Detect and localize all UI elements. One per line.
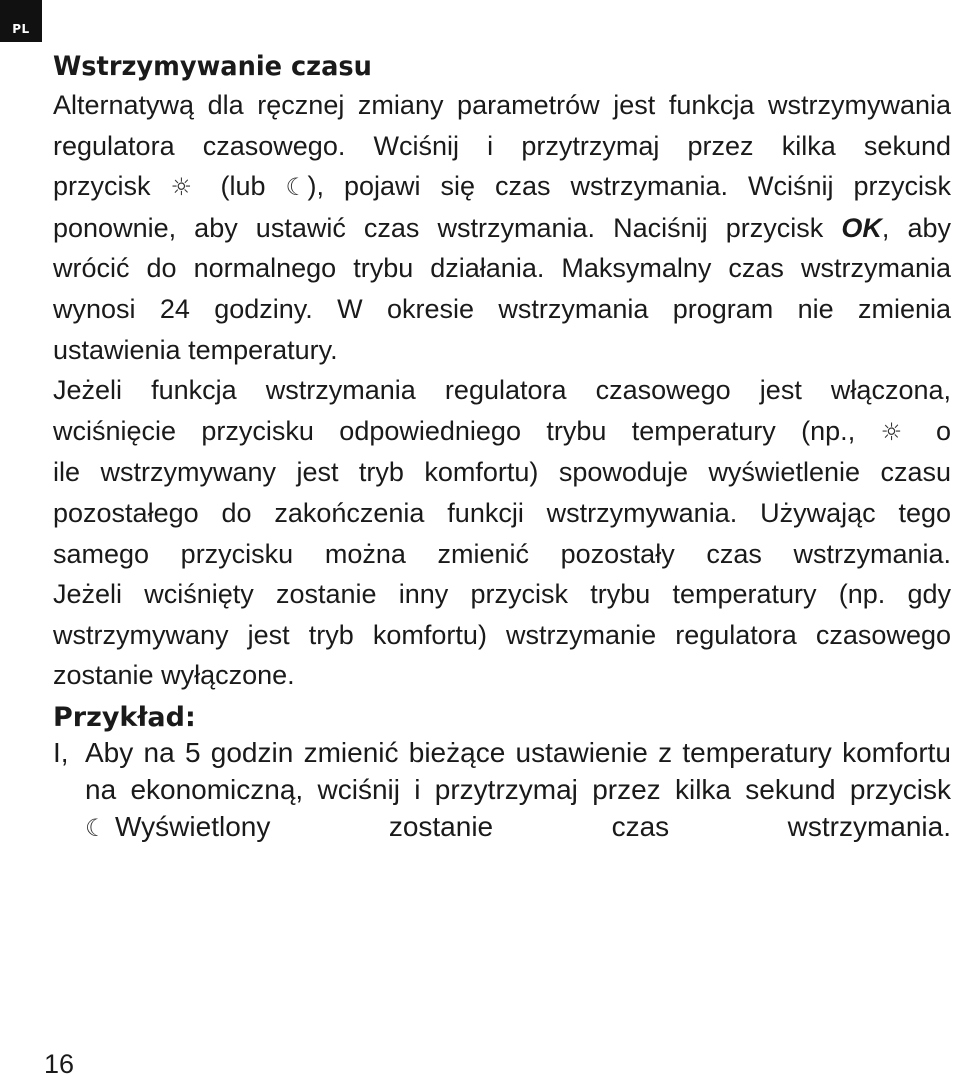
- ok-button-label: OK: [841, 212, 882, 243]
- moon-icon: ☾: [85, 813, 107, 842]
- paragraph-hold-function: [53, 85, 951, 370]
- text-line: Alternatywą dla ręcznej zmiany parametrów jest funkcja wstrzymywania: [53, 90, 951, 120]
- text-line: ☾ Wyświetlony zostanie czas wstrzymania.: [85, 808, 951, 847]
- text-line: na ekonomiczną, wciśnij i przytrzymaj przez kilka sekund przycisk: [85, 773, 951, 805]
- text-line: wrócić do normalnego trybu działania. Maksymalny czas wstrzymania: [53, 253, 951, 284]
- sun-icon: ☼: [170, 173, 193, 202]
- section-heading: Wstrzymywanie czasu: [53, 51, 372, 82]
- page-number: 16: [44, 1049, 75, 1079]
- moon-icon: ☾: [285, 173, 308, 202]
- sun-icon: ☼: [880, 417, 903, 446]
- text-line: wstrzymywany jest tryb komfortu) wstrzymanie regulatora czasowego: [53, 619, 951, 650]
- example-item: [53, 734, 951, 847]
- page-content: [53, 49, 951, 847]
- text-line: wynosi 24 godziny. W okresie wstrzymania program nie zmienia: [53, 293, 951, 324]
- text-line: samego przycisku można zmienić pozostały czas wstrzymania.: [53, 538, 951, 569]
- text-line: przycisk ☼ (lub ☾), pojawi się czas wstrzymania. Wciśnij przycisk: [53, 166, 951, 208]
- text-line: pozostałego do zakończenia funkcji wstrzymywania. Używając tego: [53, 497, 951, 528]
- list-marker: I,: [53, 736, 69, 768]
- language-tab: PL: [0, 0, 42, 42]
- text-line: regulatora czasowego. Wciśnij i przytrzymaj przez kilka sekund: [53, 130, 951, 161]
- example-body: [85, 734, 951, 847]
- text-line: zostanie wyłączone.: [53, 660, 295, 691]
- example-heading: Przykład:: [53, 701, 196, 733]
- text-line: Aby na 5 godzin zmienić bieżące ustawienie z temperatury komfortu: [85, 736, 951, 768]
- text-line: ile wstrzymywany jest tryb komfortu) spowoduje wyświetlenie czasu: [53, 457, 951, 488]
- text-line: ponownie, aby ustawić czas wstrzymania. Naciśnij przycisk OK, aby: [53, 212, 951, 243]
- text-line: ustawienia temperatury.: [53, 334, 338, 365]
- text-line: wciśnięcie przycisku odpowiedniego trybu temperatury (np., ☼ o: [53, 411, 951, 453]
- text-line: Jeżeli funkcja wstrzymania regulatora czasowego jest włączona,: [53, 375, 951, 406]
- paragraph-hold-active: [53, 370, 951, 696]
- text-line: Jeżeli wciśnięty zostanie inny przycisk trybu temperatury (np. gdy: [53, 579, 951, 610]
